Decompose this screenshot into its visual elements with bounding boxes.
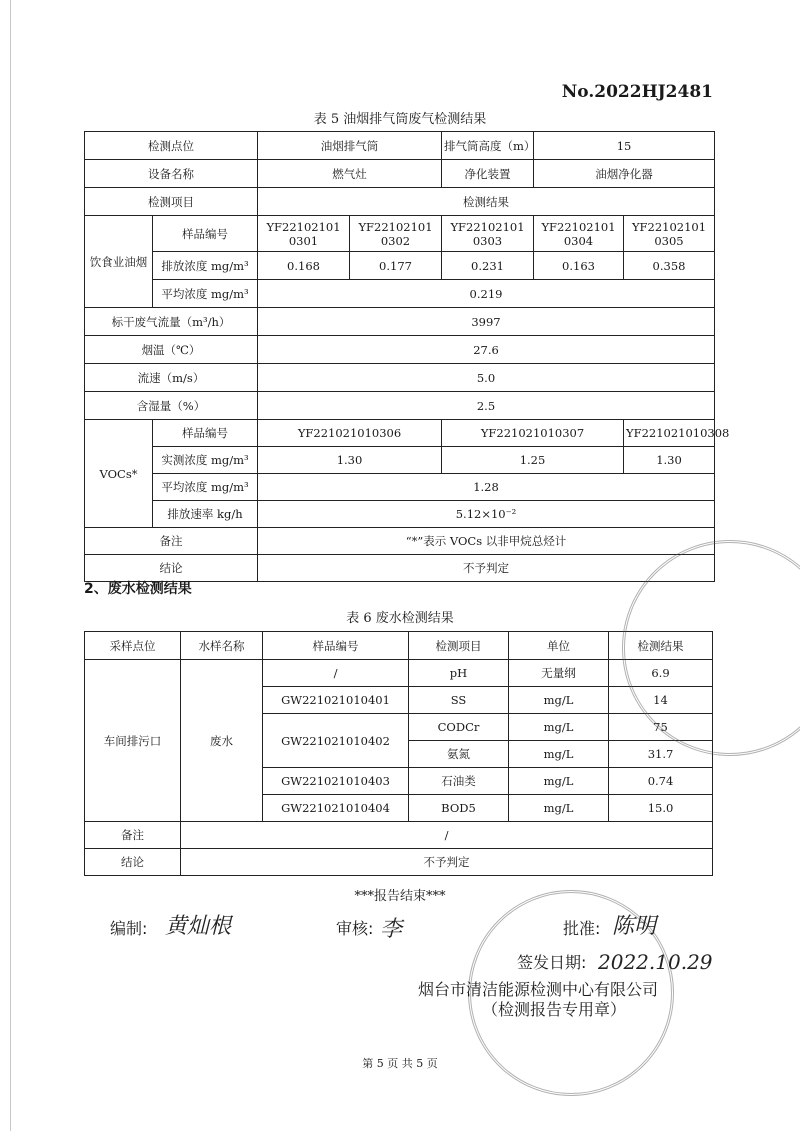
conclusion-value: 不予判定 [181,849,713,876]
test-item: CODCr [409,714,509,741]
test-item: SS [409,687,509,714]
flow-value: 3997 [258,308,715,336]
sample-id: GW221021010403 [263,768,409,795]
header-water: 水样名称 [181,632,263,660]
header-result: 检测结果 [609,632,713,660]
sample-id: / [263,660,409,687]
sample-id: GW221021010402 [263,714,409,768]
label-height: 排气筒高度（m） [442,132,534,160]
section-heading: 2、废水检测结果 [84,581,192,597]
result: 6.9 [609,660,713,687]
vocs-sample: YF221021010307 [442,420,624,447]
value-point: 油烟排气筒 [258,132,442,160]
oil-sample: YF22102101 0301 [258,216,350,252]
issue-date-label: 签发日期: [517,953,587,972]
oil-avg: 0.219 [258,280,715,308]
oil-sample: YF22102101 0303 [442,216,534,252]
sample-id: GW221021010401 [263,687,409,714]
vocs-rate: 5.12×10⁻² [258,501,715,528]
oil-avg-label: 平均浓度 mg/m³ [153,280,258,308]
label-purifier: 净化装置 [442,160,534,188]
label-point: 检测点位 [85,132,258,160]
vocs-avg-label: 平均浓度 mg/m³ [153,474,258,501]
note-label: 备注 [85,822,181,849]
vocs-conc: 1.30 [624,447,715,474]
approver-label: 批准: [563,919,601,938]
oil-conc: 0.358 [624,252,715,280]
header-point: 采样点位 [85,632,181,660]
company-name: 烟台市清洁能源检测中心有限公司 [418,980,659,999]
oil-sample-label: 样品编号 [153,216,258,252]
header-sample: 样品编号 [263,632,409,660]
issue-date: 2022.10.29 [598,950,713,974]
value-height: 15 [534,132,715,160]
value-equipment: 燃气灶 [258,160,442,188]
group-vocs: VOCs* [85,420,153,528]
vocs-conc: 1.30 [258,447,442,474]
sampling-point: 车间排污口 [85,660,181,822]
oil-sample: YF22102101 0302 [350,216,442,252]
oil-sample: YF22102101 0304 [534,216,624,252]
oil-conc-label: 排放浓度 mg/m³ [153,252,258,280]
result: 75 [609,714,713,741]
speed-value: 5.0 [258,364,715,392]
approver-signature: 陈明 [612,914,657,939]
unit: mg/L [509,768,609,795]
label-result: 检测结果 [258,188,715,216]
moisture-label: 含湿量（%） [85,392,258,420]
oil-sample: YF22102101 0305 [624,216,715,252]
group-oil: 饮食业油烟 [85,216,153,308]
note-value: “*”表示 VOCs 以非甲烷总烃计 [258,528,715,555]
label-equipment: 设备名称 [85,160,258,188]
water-name: 废水 [181,660,263,822]
unit: mg/L [509,795,609,822]
report-number: No.2022HJ2481 [561,82,713,102]
note-value: / [181,822,713,849]
test-item: 石油类 [409,768,509,795]
table6 [84,631,713,876]
value-purifier: 油烟净化器 [534,160,715,188]
vocs-conc-label: 实测浓度 mg/m³ [153,447,258,474]
speed-label: 流速（m/s） [85,364,258,392]
label-item: 检测项目 [85,188,258,216]
oil-conc: 0.168 [258,252,350,280]
conclusion-label: 结论 [85,849,181,876]
vocs-sample-label: 样品编号 [153,420,258,447]
vocs-rate-label: 排放速率 kg/h [153,501,258,528]
result: 14 [609,687,713,714]
temp-value: 27.6 [258,336,715,364]
conclusion-label: 结论 [85,555,258,582]
header-item: 检测项目 [409,632,509,660]
result: 31.7 [609,741,713,768]
test-item: 氨氮 [409,741,509,768]
scan-edge [10,0,11,1131]
result: 15.0 [609,795,713,822]
temp-label: 烟温（℃） [85,336,258,364]
sample-id: GW221021010404 [263,795,409,822]
compiler-label: 编制: [110,919,148,938]
unit: mg/L [509,714,609,741]
vocs-conc: 1.25 [442,447,624,474]
reviewer-signature: 李 [380,917,403,942]
vocs-sample: YF221021010306 [258,420,442,447]
table5 [84,131,730,582]
company-seal-note: （检测报告专用章） [482,1000,627,1019]
oil-conc: 0.177 [350,252,442,280]
unit: 无量纲 [509,660,609,687]
compiler-signature: 黄灿根 [165,914,232,939]
test-item: pH [409,660,509,687]
reviewer-label: 审核: [336,919,374,938]
page-footer: 第 5 页 共 5 页 [362,1057,438,1070]
table5-title: 表 5 油烟排气筒废气检测结果 [313,112,487,127]
table6-title: 表 6 废水检测结果 [346,611,454,626]
flow-label: 标干废气流量（m³/h） [85,308,258,336]
report-end: ***报告结束*** [354,889,446,904]
header-unit: 单位 [509,632,609,660]
unit: mg/L [509,741,609,768]
oil-conc: 0.231 [442,252,534,280]
note-label: 备注 [85,528,258,555]
moisture-value: 2.5 [258,392,715,420]
oil-conc: 0.163 [534,252,624,280]
vocs-avg: 1.28 [258,474,715,501]
vocs-sample: YF221021010308 [624,420,715,447]
test-item: BOD5 [409,795,509,822]
unit: mg/L [509,687,609,714]
conclusion-value: 不予判定 [258,555,715,582]
result: 0.74 [609,768,713,795]
